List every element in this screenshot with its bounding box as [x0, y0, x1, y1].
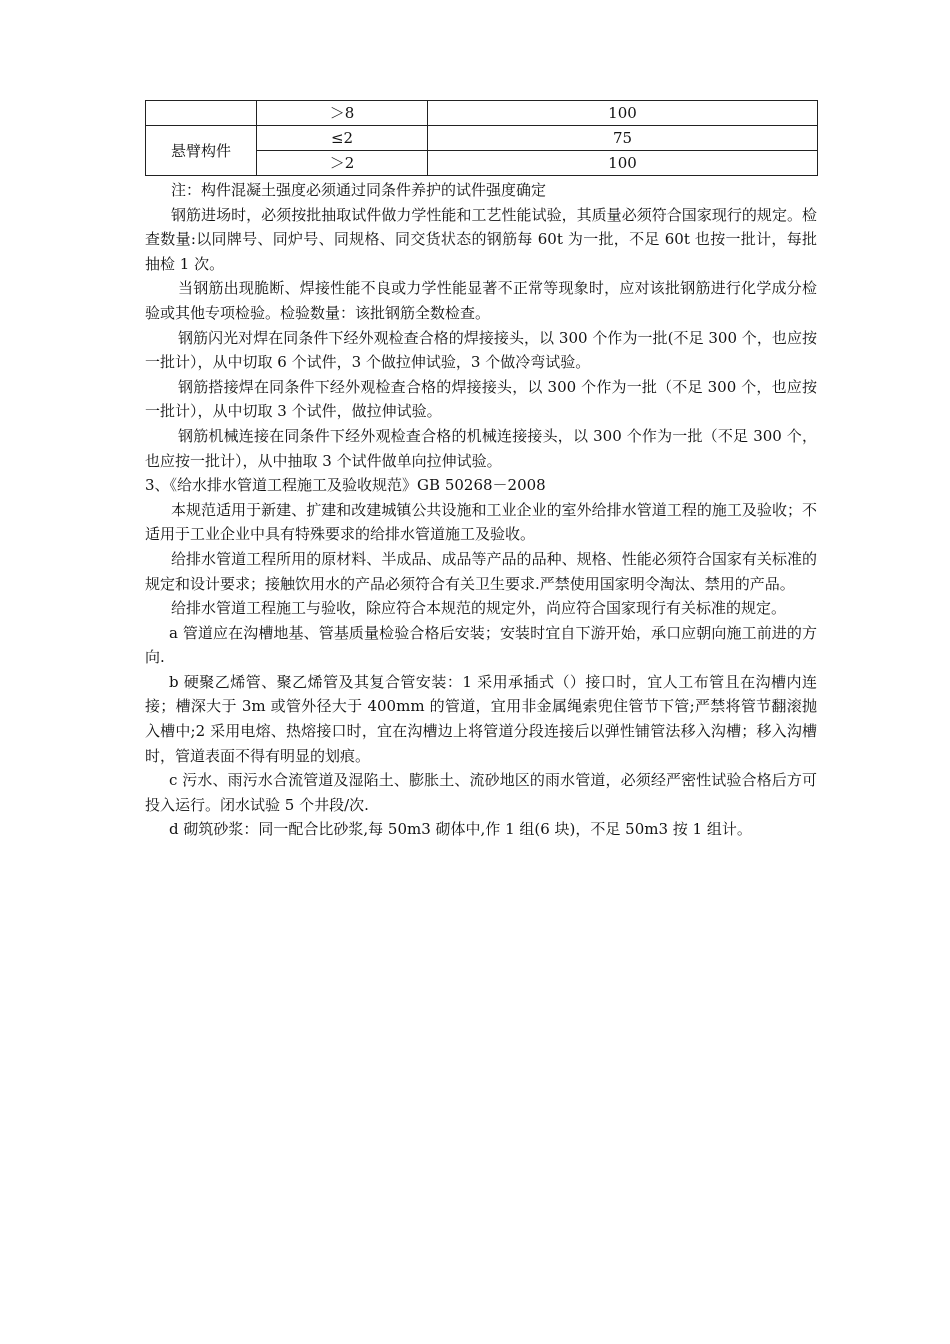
list-item: d 砌筑砂浆：同一配合比砂浆,每 50m3 砌体中,作 1 组(6 块)，不足 50m3 按 1 组计。 [169, 820, 752, 839]
table-note: 注：构件混凝土强度必须通过同条件养护的试件强度确定 [171, 181, 547, 199]
table-cell-percent: 100 [428, 101, 818, 126]
paragraph: 钢筋搭接焊在同条件下经外观检查合格的焊接接头，以 300 个作为一批（不足 300 个，也应按一批计），从中切取 3 个试件，做拉伸试验。 [145, 377, 817, 421]
paragraph: 给排水管道工程施工与验收，除应符合本规范的规定外，尚应符合国家现行有关标准的规定。 [171, 599, 787, 618]
paragraph: 给排水管道工程所用的原材料、半成品、成品等产品的品种、规格、性能必须符合国家有关标准的规定和设计要求；接触饮用水的产品必须符合有关卫生要求.严禁使用国家明令淘汰、禁用的产品。 [145, 549, 817, 593]
section-heading: 3、《给水排水管道工程施工及验收规范》GB 50268－2008 [145, 476, 546, 495]
table-cell-member-type: 悬臂构件 [146, 126, 257, 176]
list-item: a 管道应在沟槽地基、管基质量检验合格后安装；安装时宜自下游开始，承口应朝向施工前进的方向. [145, 623, 817, 667]
table-cell-span: ≤2 [257, 126, 428, 151]
paragraph: 钢筋机械连接在同条件下经外观检查合格的机械连接接头，以 300 个作为一批（不足 300 个，也应按一批计），从中抽取 3 个试件做单向拉伸试验。 [145, 426, 817, 470]
table-cell-span: ＞8 [257, 101, 428, 126]
body-text [145, 178, 817, 842]
table-cell-percent: 100 [428, 151, 818, 176]
paragraph: 本规范适用于新建、扩建和改建城镇公共设施和工业企业的室外给排水管道工程的施工及验收；不适用于工业企业中具有特殊要求的给排水管道施工及验收。 [145, 500, 817, 544]
table-cell-member-type [146, 101, 257, 126]
list-item: c 污水、雨污水合流管道及湿陷土、膨胀土、流砂地区的雨水管道，必须经严密性试验合格后方可投入运行。闭水试验 5 个井段/次. [145, 771, 817, 814]
table-row [146, 126, 818, 151]
list-item: b 硬聚乙烯管、聚乙烯管及其复合管安装：1 采用承插式（）接口时，宜人工布管且在沟槽内连接；槽深大于 3m 或管外径大于 400mm 的管道，宜用非金属绳索兜住管节下管;严禁将管节翻滚抛入槽中;2 采用电熔、热熔接口时，宜在沟槽边上将管道分段连接后以弹性铺管法移入沟槽；移入沟槽时，管道表面不得有明显的划痕。 [145, 672, 817, 765]
paragraph: 钢筋进场时，必须按批抽取试件做力学性能和工艺性能试验，其质量必须符合国家现行的规定。检查数量:以同牌号、同炉号、同规格、同交货状态的钢筋每 60t 为一批，不足 60t 也按一批计，每批抽检 1 次。 [145, 205, 817, 273]
document-page [145, 100, 817, 842]
table-cell-span: ＞2 [257, 151, 428, 176]
paragraph: 钢筋闪光对焊在同条件下经外观检查合格的焊接接头，以 300 个作为一批(不足 300 个，也应按一批计），从中切取 6 个试件，3 个做拉伸试验，3 个做冷弯试验。 [145, 328, 817, 372]
paragraph: 当钢筋出现脆断、焊接性能不良或力学性能显著不正常等现象时，应对该批钢筋进行化学成分检验或其他专项检验。检验数量：该批钢筋全数检查。 [145, 279, 817, 322]
strength-table [145, 100, 818, 176]
table-cell-percent: 75 [428, 126, 818, 151]
table-row [146, 101, 818, 126]
